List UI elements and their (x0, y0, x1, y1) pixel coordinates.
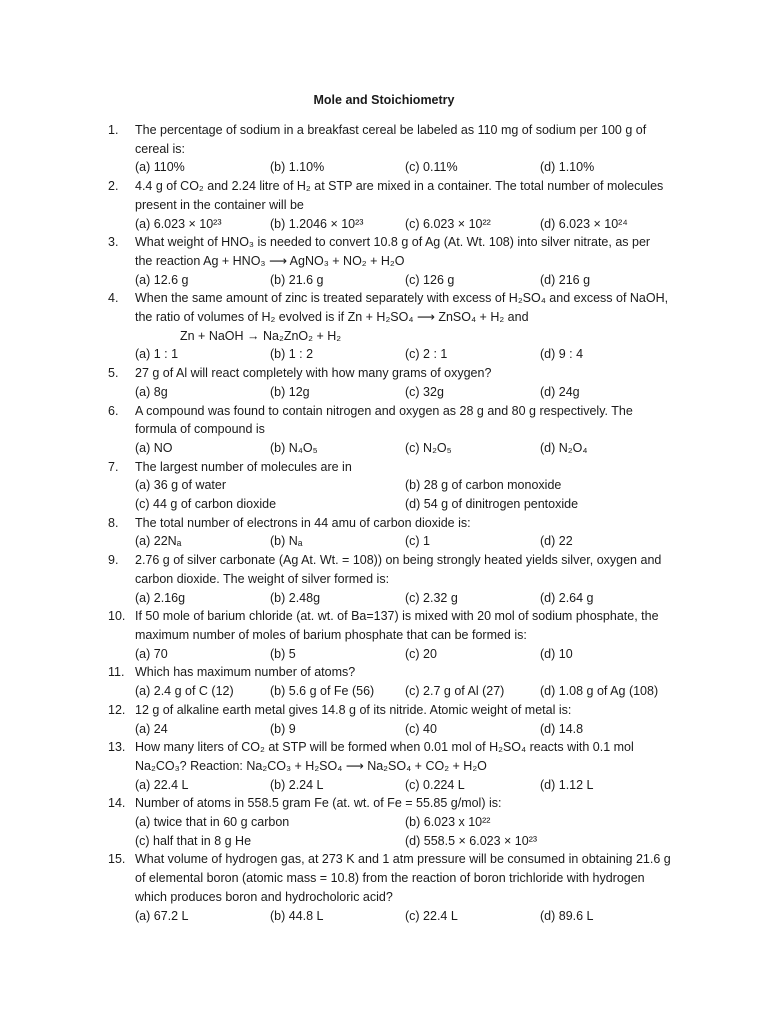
option-b: (b) 5 (270, 646, 296, 661)
question-number: 11. (108, 665, 125, 680)
option-c: (c) 0.11% (405, 160, 458, 175)
option-a: (a) 1 : 1 (135, 347, 179, 362)
option-b: (b) Nₐ (270, 534, 303, 549)
option-b: (b) 2.48g (270, 590, 321, 605)
question-text-line: A compound was found to contain nitrogen and oxygen as 28 g and 80 g respectively. The (135, 403, 633, 418)
option-c: (c) 2 : 1 (405, 347, 448, 362)
question-14 (108, 794, 668, 850)
option-d: (d) N₂O₄ (540, 440, 588, 455)
option-a: (a) twice that in 60 g carbon (135, 815, 290, 830)
question-number: 15. (108, 852, 126, 867)
option-b: (b) 2.24 L (270, 777, 324, 792)
question-text-line: formula of compound is (135, 422, 265, 437)
question-text-line: 4.4 g of CO₂ and 2.24 litre of H₂ at STP are mixed in a container. The total number of molecules (135, 179, 664, 194)
question-3 (108, 233, 668, 289)
option-b: (b) 1.10% (270, 160, 325, 175)
option-a: (a) 6.023 × 10²³ (135, 216, 222, 231)
question-2 (108, 177, 668, 233)
question-12 (108, 701, 668, 738)
question-11 (108, 663, 668, 700)
question-number: 8. (108, 515, 119, 530)
option-a: (a) 67.2 L (135, 908, 189, 923)
question-text-line: present in the container will be (135, 197, 304, 212)
question-text-line: Which has maximum number of atoms? (135, 665, 356, 680)
option-a: (a) 22Nₐ (135, 534, 182, 549)
question-body (135, 514, 675, 551)
question-5 (108, 364, 668, 401)
option-c: (c) 2.7 g of Al (27) (405, 684, 505, 699)
question-text-line: When the same amount of zinc is treated separately with excess of H₂SO₄ and excess of NaOH, (135, 291, 669, 306)
question-text-line: maximum number of moles of barium phosphate that can be formed is: (135, 627, 527, 642)
option-d: (d) 6.023 × 10²⁴ (540, 216, 628, 231)
option-a: (a) 8g (135, 384, 168, 399)
answer-options (135, 682, 675, 701)
question-body (135, 289, 675, 364)
option-a: (a) 70 (135, 646, 168, 661)
question-text-line: which produces boron and hydrocholoric acid? (135, 889, 393, 904)
question-body (135, 551, 675, 607)
question-text-line: 27 g of Al will react completely with how many grams of oxygen? (135, 366, 492, 381)
answer-options (135, 439, 675, 458)
question-text-line: the reaction Ag + HNO₃ ⟶ AgNO₃ + NO₂ + H₂O (135, 253, 405, 268)
question-body (135, 177, 675, 233)
option-d: (d) 14.8 (540, 721, 584, 736)
question-text-line: How many liters of CO₂ at STP will be formed when 0.01 mol of H₂SO₄ reacts with 0.1 mol (135, 740, 634, 755)
option-a: (a) 22.4 L (135, 777, 189, 792)
question-body (135, 458, 675, 514)
option-c: (c) 0.224 L (405, 777, 465, 792)
question-text-line: of elemental boron (atomic mass = 10.8) from the reaction of boron trichloride with hydrogen (135, 871, 645, 886)
option-c: (c) 40 (405, 721, 437, 736)
question-body (135, 701, 675, 738)
option-b: (b) 44.8 L (270, 908, 324, 923)
question-text-line: cereal is: (135, 141, 186, 156)
question-text-line: Zn + NaOH → Na₂ZnO₂ + H₂ (180, 328, 342, 343)
question-body (135, 233, 675, 289)
question-body (135, 364, 675, 401)
question-body (135, 607, 675, 663)
option-b: (b) 9 (270, 721, 296, 736)
question-body (135, 850, 675, 925)
question-text-line: carbon dioxide. The weight of silver formed is: (135, 571, 390, 586)
option-c: (c) N₂O₅ (405, 440, 452, 455)
question-body (135, 663, 675, 700)
option-a: (a) 110% (135, 160, 185, 175)
question-number: 3. (108, 235, 119, 250)
option-c: (c) 6.023 × 10²² (405, 216, 491, 231)
question-list (108, 121, 671, 925)
option-d: (d) 9 : 4 (540, 347, 584, 362)
option-a: (a) 2.16g (135, 590, 186, 605)
question-15 (108, 850, 671, 925)
option-b: (b) 12g (270, 384, 310, 399)
option-b: (b) 1 : 2 (270, 347, 314, 362)
question-number: 14. (108, 796, 126, 811)
option-c: (c) 1 (405, 534, 430, 549)
answer-options (135, 476, 675, 513)
question-4 (108, 289, 668, 364)
option-d: (d) 2.64 g (540, 590, 594, 605)
option-c: (c) 44 g of carbon dioxide (135, 497, 277, 512)
question-1 (108, 121, 668, 177)
option-a: (a) 12.6 g (135, 272, 189, 287)
answer-options (135, 813, 675, 850)
question-8 (108, 514, 668, 551)
answer-options (135, 383, 675, 402)
question-text-line: Number of atoms in 558.5 gram Fe (at. wt. of Fe = 55.85 g/mol) is: (135, 796, 502, 811)
answer-options (135, 776, 675, 795)
option-d: (d) 216 g (540, 272, 591, 287)
option-b: (b) N₄O₅ (270, 440, 318, 455)
answer-options (135, 907, 675, 926)
option-d: (d) 1.10% (540, 160, 595, 175)
question-text-line: the ratio of volumes of H₂ evolved is if Zn + H₂SO₄ ⟶ ZnSO₄ + H₂ and (135, 310, 529, 325)
option-d: (d) 24g (540, 384, 580, 399)
option-c: (c) 20 (405, 646, 437, 661)
option-d: (d) 1.12 L (540, 777, 594, 792)
question-7 (108, 458, 668, 514)
option-b: (b) 1.2046 × 10²³ (270, 216, 364, 231)
option-a: (a) 36 g of water (135, 478, 227, 493)
question-number: 5. (108, 366, 119, 381)
answer-options (135, 589, 675, 608)
option-d: (d) 1.08 g of Ag (108) (540, 684, 659, 699)
question-10 (108, 607, 668, 663)
question-text-line: If 50 mole of barium chloride (at. wt. of Ba=137) is mixed with 20 mol of sodium phosphate, the (135, 609, 659, 624)
question-number: 9. (108, 553, 119, 568)
answer-options (135, 645, 675, 664)
question-text-line: What volume of hydrogen gas, at 273 K and 1 atm pressure will be consumed in obtaining 21.6 g (135, 852, 671, 867)
question-number: 7. (108, 459, 119, 474)
answer-options (135, 158, 675, 177)
option-a: (a) 24 (135, 721, 168, 736)
answer-options (135, 271, 675, 290)
option-d: (d) 89.6 L (540, 908, 594, 923)
question-body (135, 738, 675, 794)
question-body (135, 794, 675, 850)
question-text-line: 12 g of alkaline earth metal gives 14.8 g of its nitride. Atomic weight of metal is: (135, 702, 572, 717)
answer-options (135, 532, 675, 551)
answer-options (135, 345, 675, 364)
option-b: (b) 28 g of carbon monoxide (405, 478, 562, 493)
question-9 (108, 551, 668, 607)
question-text-line: The total number of electrons in 44 amu of carbon dioxide is: (135, 515, 471, 530)
option-b: (b) 21.6 g (270, 272, 324, 287)
answer-options (135, 215, 675, 234)
question-body (135, 402, 675, 458)
question-number: 12. (108, 702, 126, 717)
question-text-line: 2.76 g of silver carbonate (Ag At. Wt. = 108)) on being strongly heated yields silver, oxygen and (135, 553, 662, 568)
page-title: Mole and Stoichiometry (313, 93, 455, 107)
answer-options (135, 720, 675, 739)
option-c: (c) 32g (405, 384, 444, 399)
question-text-line: What weight of HNO₃ is needed to convert 10.8 g of Ag (At. Wt. 108) into silver nitrate, as per (135, 235, 651, 250)
option-d: (d) 10 (540, 646, 573, 661)
question-text-line: The percentage of sodium in a breakfast cereal be labeled as 110 mg of sodium per 100 g of (135, 123, 647, 137)
option-a: (a) 2.4 g of C (12) (135, 684, 234, 699)
question-number: 10. (108, 609, 126, 624)
question-text-line: The largest number of molecules are in (135, 459, 352, 474)
option-c: (c) 2.32 g (405, 590, 458, 605)
question-number: 1. (108, 123, 119, 137)
question-number: 13. (108, 740, 126, 755)
question-number: 6. (108, 403, 119, 418)
question-text-line: Na₂CO₃? Reaction: Na₂CO₃ + H₂SO₄ ⟶ Na₂SO₄ + CO₂ + H₂O (135, 758, 487, 773)
option-d: (d) 54 g of dinitrogen pentoxide (405, 497, 579, 512)
option-b: (b) 6.023 x 10²² (405, 815, 491, 830)
option-a: (a) NO (135, 440, 173, 455)
question-number: 4. (108, 291, 119, 306)
question-6 (108, 402, 668, 458)
option-d: (d) 558.5 × 6.023 × 10²³ (405, 833, 538, 848)
option-c: (c) 126 g (405, 272, 455, 287)
option-c: (c) half that in 8 g He (135, 833, 252, 848)
option-c: (c) 22.4 L (405, 908, 458, 923)
option-b: (b) 5.6 g of Fe (56) (270, 684, 375, 699)
question-13 (108, 738, 668, 794)
question-body (135, 121, 675, 177)
option-d: (d) 22 (540, 534, 573, 549)
question-number: 2. (108, 179, 119, 194)
